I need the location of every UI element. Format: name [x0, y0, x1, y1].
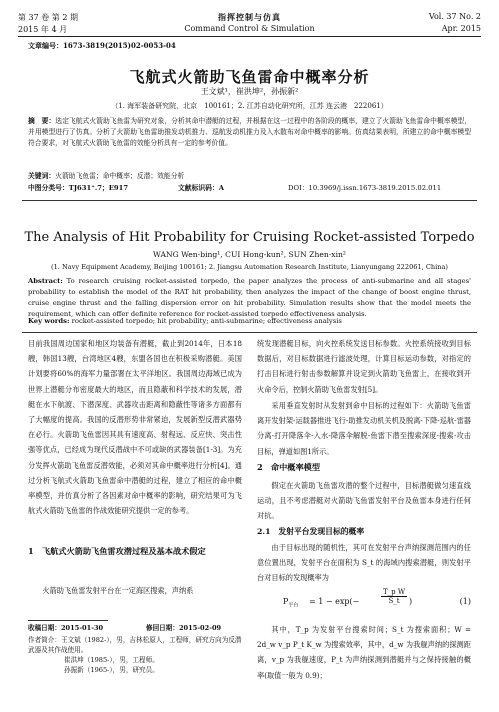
date-cn: 2015 年 4 月 [18, 25, 68, 34]
body-right-5: 其中，T_p 为发射平台搜索时间；S_t 为搜索面积；W = 2d_w v_p P_t K_w 为搜索效率，其中，d_w 为我舰声纳的探测距离，v_p 为我舰速度，P_t 为声纳探测到潜艇并与之保持接触的概率(取值一般为 0.9)； [257, 625, 471, 680]
equation-rhs-suffix: ) [409, 597, 413, 606]
footnote-dates [28, 623, 242, 633]
authors-cn: 王文斌¹，崔洪坤²，孙振新² [200, 87, 299, 96]
article-number: 文章编号：1673-3819(2015)02-0053-04 [28, 41, 176, 50]
doi: DOI：10.3969/j.issn.1673-3819.2015.02.011 [288, 184, 442, 192]
section-2-1-heading: 2.1 发射平台发现目标的概率 [257, 527, 365, 536]
section-2-heading: 2 命中概率模型 [257, 462, 321, 472]
volume-issue-en: Vol. 37 No. 2 [428, 12, 481, 21]
abstract-label-cn: 摘 要： [28, 117, 56, 125]
revised-date: 修回日期：2015-02-09 [146, 624, 222, 632]
equation-lhs: $P_{平台}$ [283, 597, 299, 609]
document-code: 文献标识码：A [178, 184, 225, 192]
equation-fraction [381, 588, 407, 605]
body-right-1: 统发现潜艇目标，向火控系统发送目标参数。火控系统接收到目标数据后，对目标数据进行滤波处理，计算目标运动参数，对指定的打击目标进行射击参数解算并设定到火箭助飞鱼雷上，在接收到开火命令后，控制火箭助飞鱼雷发射[5]。 [257, 339, 471, 394]
abstract-en [28, 276, 471, 320]
keywords-label-en: Key words: [28, 317, 70, 325]
keywords-text-cn: 火箭助飞鱼雷；命中概率；反潜；效能分析 [55, 172, 185, 180]
body-right-2: 采用垂直发射时从发射到命中目标的过程如下：火箭助飞鱼雷离开发射架-运载器推进飞行-助推发动机关机及脱离-下降-巡航-雷器分离-打开降落伞-入水-降落伞解脱-鱼雷下潜至搜索深度-搜索-攻击目标，弹道如图1所示。 [257, 401, 471, 456]
divider-top [22, 200, 477, 201]
abstract-text-en: To research cruising rocket-assisted torpedo, the paper analyzes the process of anti-submarine and all stages' probability to establish the model of the RAT hit probability, then analyzes the impact of the change of boost engine thrust, cruise engine thrust and the falling dispersion error on hit probability. Simulation results show that the model meets the requirement, which can offer definite reference for rocket-assisted torpedo effectiveness analysis. [28, 277, 471, 318]
footnote-author-3: 孙振新（1965-），男，研究员。 [64, 666, 159, 674]
journal-name-en: Command Control & Simulation [184, 24, 315, 33]
paper-title-en: The Analysis of Hit Probability for Cruising Rocket-assisted Torpedo [24, 230, 475, 245]
footnote-author-1: 作者简介：王文斌（1982-），男，吉林松原人，工程师，研究方向为反潜武器及其作战使用。 [28, 636, 242, 654]
keywords-en [28, 316, 471, 327]
equation-denominator: S_t [388, 597, 400, 605]
journal-header [18, 6, 481, 37]
abstract-cn [28, 116, 471, 149]
classification-line [28, 183, 471, 194]
volume-issue-cn: 第 37 卷 第 2 期 [18, 13, 78, 22]
keywords-label-cn: 关键词： [28, 172, 56, 180]
equation-numerator: T_p W [382, 588, 406, 596]
footnote-author-2: 崔洪坤（1985-），男，工程师。 [64, 656, 159, 664]
affiliation-en: (1. Navy Equipment Academy, Beijing 100161; 2. Jiangsu Automation Research Institute, Lianyungang 222061, China) [51, 263, 448, 271]
keywords-cn [28, 171, 471, 182]
section-1-heading: 1 飞航式火箭助飞鱼雷攻潜过程及基本战术假定 [28, 546, 206, 556]
body-left-section-1: 火箭助飞鱼雷发射平台在一定海区搜索，声纳系 [42, 586, 194, 595]
authors-en: WANG Wen-bing¹, CUI Hong-kun², SUN Zhen-xin² [153, 250, 346, 259]
footnote-rule [28, 620, 108, 621]
body-right-4: 由于目标出现的随机性，其可在发射平台声纳探测范围内的任意位置出现，发射平台在面积为 S_t 的海域内搜索潜艇，则发射平台对目标的发现概率为 [257, 543, 471, 583]
paper-title-cn: 飞航式火箭助飞鱼雷命中概率分析 [129, 68, 370, 86]
abstract-label-en: Abstract: [28, 277, 63, 285]
abstract-text-cn: 选定飞航式火箭助飞鱼雷为研究对象，分析其命中潜艇的过程，并根据在这一过程中的各阶段的概率，建立了火箭助飞鱼雷命中概率模型，并用模型进行了仿真。分析了火箭助飞鱼雷助推发动机推力、巡航发动机推力及入水散布对命中概率的影响。仿真结果表明，所建立的命中概率模型符合要求，对飞航式火箭助飞鱼雷的效能分析具有一定的参考价值。 [28, 117, 472, 147]
equation-1 [283, 588, 471, 618]
received-date: 收稿日期：2015-01-30 [28, 624, 104, 632]
journal-name-cn: 指挥控制与仿真 [218, 12, 281, 22]
date-en: Apr. 2015 [441, 24, 481, 33]
affiliation-cn: （1. 海军装备研究院，北京 100161；2. 江苏自动化研究所，江苏 连云港 222061） [111, 102, 388, 110]
divider-bottom [22, 332, 477, 333]
footnotes [28, 623, 242, 675]
equation-rhs-prefix: = 1 − exp(− [309, 597, 360, 606]
body-left-intro: 目前我国周边国家和地区均装备有潜艇，截止到2014年，日本18艘，韩国13艘，台湾地区4艘，东盟各国也在积极采购潜艇。美国计划要将60%的海军力量部署在太平洋地区。我国周边海域已成为世界上潜艇分布密度最大的地区，而且隐蔽和科学技术的发展，潜艇在水下航渡、下潜深度、武器攻击距离和隐蔽性等诸多方面都有了大幅度的提高。我国的反潜形势非常紧迫，发展新型反潜武器势在必行。火箭助飞鱼雷因其具有速度高、射程远、反应快、突击性强等优点，已经成为现代反潜战中不可或缺的武器装备[1-3]。为充分发挥火箭助飞鱼雷反潜效能，必须对其命中概率进行分析[4]。通过分析飞航式火箭助飞鱼雷命中潜艇的过程，建立了相应的命中概率模型，并仿真分析了各因素对命中概率的影响，研究结果可为飞航式火箭助飞鱼雷的作战效能研究提供一定的参考。 [28, 339, 242, 516]
keywords-text-en: rocket-assisted torpedo; hit probability; anti-submarine; effectiveness analysis [71, 317, 342, 325]
body-right-3: 假定在火箭助飞鱼雷攻潜的整个过程中，目标潜艇做匀速直线运动，且不考虑潜艇对火箭助飞鱼雷发射平台及鱼雷本身进行任何对抗。 [257, 481, 471, 521]
equation-number: (1) [459, 597, 471, 606]
clc-number: 中图分类号：TJ631⁺.7；E917 [28, 184, 129, 192]
